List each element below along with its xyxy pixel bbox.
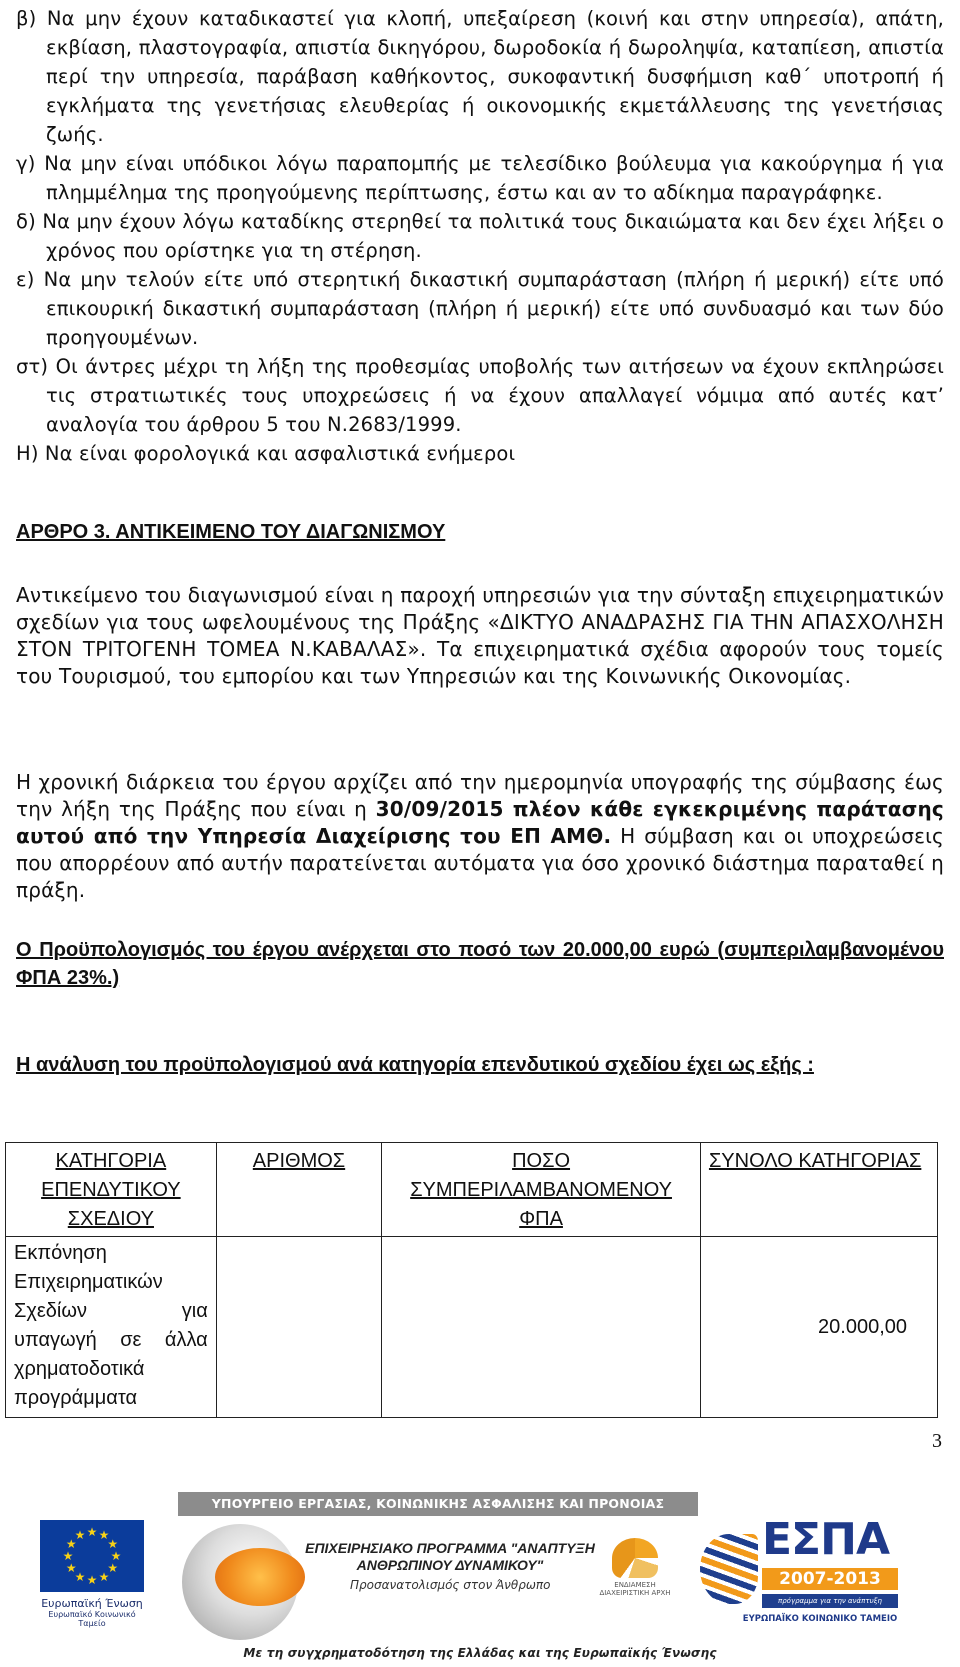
eu-star-icon: ★ (110, 1549, 122, 1563)
header-total: ΣΥΝΟΛΟ ΚΑΤΗΓΟΡΙΑΣ (700, 1143, 937, 1237)
criterion-e: ε) Να μην τελούν είτε υπό στερητική δικαστική συμπαράσταση (πλήρη ή μερική) είτε υπό επικουρική δικαστική συμπαράσταση (πλήρη ή μερική) είτε υπό συνδυασμό και των δύο προηγουμένων. (16, 268, 944, 349)
header-number: ΑΡΙΘΜΟΣ (216, 1143, 381, 1237)
op-title: ΕΠΙΧΕΙΡΗΣΙΑΚΟ ΠΡΟΓΡΑΜΜΑ "ΑΝΑΠΤΥΞΗ ΑΝΘΡΩΠΙΝΟΥ ΔΥΝΑΜΙΚΟΥ" (305, 1540, 595, 1573)
duration-text-b: Η σύμβαση και οι υποχρεώσεις που απορρέουν από αυτήν παρατείνεται αυτόματα για όσο χρονικό διάστημα παραταθεί η πράξη. (16, 824, 944, 902)
management-authority-icon (612, 1538, 658, 1578)
op-logo-wave-icon (215, 1548, 305, 1606)
espa-logo (700, 1514, 900, 1634)
eu-star-icon: ★ (98, 1528, 110, 1543)
eu-logo (40, 1520, 144, 1628)
funding-logos-footer (0, 1488, 960, 1667)
management-authority-logo (590, 1538, 680, 1597)
espa-fund: ΕΥΡΩΠΑΪΚΟ ΚΟΙΝΩΝΙΚΟ ΤΑΜΕΙΟ (742, 1614, 898, 1624)
eu-star-icon: ★ (86, 1573, 98, 1587)
eu-star-icon: ★ (107, 1537, 119, 1551)
espa-years: 2007-2013 (762, 1568, 898, 1590)
espa-wordmark: ΕΣΠΑ (762, 1514, 889, 1565)
eu-fund: Ευρωπαϊκό Κοινωνικό Ταμείο (48, 1610, 136, 1628)
eu-star-icon: ★ (74, 1569, 86, 1584)
header-category: ΚΑΤΗΓΟΡΙΑ ΕΠΕΝΔΥΤΙΚΟΥ ΣΧΕΔΙΟΥ (6, 1143, 217, 1237)
subject-paragraph: Αντικείμενο του διαγωνισμού είναι η παροχή υπηρεσιών για την σύνταξη επιχειρηματικών σχεδίων για τους ωφελουμένους της Πράξης «ΔΙΚΤΥΟ ΑΝΑΔΡΑΣΗΣ ΓΙΑ ΤΗΝ ΑΠΑΣΧΟΛΗΣΗ ΣΤΟΝ ΤΡΙΤΟΓΕΝΗ ΤΟΜΕΑ Ν.ΚΑΒΑΛΑΣ». Τα επιχειρηματικά σχέδια αφορούν τους τομείς του Τουρισμού, του εμπορίου και των Υπηρεσιών και της Κοινωνικής Οικονομίας. (16, 583, 944, 688)
eu-star-icon: ★ (98, 1569, 110, 1584)
eu-star-icon: ★ (65, 1561, 77, 1575)
category-line: προγράμματα (14, 1387, 138, 1409)
category-line: χρηματοδοτικά (14, 1358, 145, 1380)
criterion-b: β) Να μην έχουν καταδικαστεί για κλοπή, υπεξαίρεση (κοινή και στην υπηρεσία), απάτη, εκβίαση, πλαστογραφία, απιστία δικηγόρου, δωροδοκία ή δωροληψία, καταπίεση, απιστία περί την υπηρεσία, παράβαση καθήκοντος, συκοφαντική δυσφήμιση καθ΄ υποτροπή ή εγκλήματα της γενετήσιας ελευθερίας ή οικονομικής εκμετάλλευσης της γενετήσιας ζωής. (16, 7, 944, 146)
cofunding-statement: Με τη συγχρηματοδότηση της Ελλάδας και της Ευρωπαϊκής Ένωσης (243, 1646, 717, 1660)
category-cell (6, 1237, 217, 1418)
category-line: υπαγωγή σε άλλα (14, 1329, 208, 1351)
eu-star-icon: ★ (86, 1525, 98, 1539)
eu-name: Ευρωπαϊκή Ένωση (41, 1597, 143, 1610)
budget-statement: Ο Προϋπολογισμός του έργου ανέρχεται στο ποσό των 20.000,00 ευρώ (συμπεριλαμβανομένου ΦΠΑ 23%.) (16, 939, 944, 989)
management-authority-name: ΕΝΔΙΑΜΕΣΗ ΔΙΑΧΕΙΡΙΣΤΙΚΗ ΑΡΧΗ (599, 1581, 671, 1597)
criterion-h: Η) Να είναι φορολογικά και ασφαλιστικά ενήμεροι (16, 442, 516, 465)
eu-star-icon: ★ (74, 1528, 86, 1543)
criterion-d: δ) Να μην έχουν λόγω καταδίκης στερηθεί τα πολιτικά τους δικαιώματα και δεν έχει λήξει ο χρόνος που ορίστηκε για τη στέρηση. (16, 210, 944, 262)
ministry-banner: ΥΠΟΥΡΓΕΙΟ ΕΡΓΑΣΙΑΣ, ΚΟΙΝΩΝΙΚΗΣ ΑΣΦΑΛΙΣΗΣ ΚΑΙ ΠΡΟΝΟΙΑΣ (178, 1492, 698, 1516)
espa-slogan: πρόγραμμα για την ανάπτυξη (762, 1594, 898, 1608)
total-cell: 20.000,00 (700, 1237, 937, 1418)
criterion-c: γ) Να μην είναι υπόδικοι λόγω παραπομπής με τελεσίδικο βούλευμα για κακούργημα ή για πλημμέλημα της προηγούμενης περίπτωσης, έστω και αν το αδίκημα παραγράφηκε. (16, 152, 944, 204)
eu-flag-icon (40, 1520, 144, 1592)
duration-paragraph (16, 769, 944, 904)
table-row (6, 1237, 938, 1418)
category-line: Εκπόνηση (14, 1242, 107, 1264)
duration-text-a: Η χρονική διάρκεια του έργου αρχίζει από την ημερομηνία υπογραφής της σύμβασης έως την λήξη της Πράξης που είναι η (16, 770, 944, 821)
article-heading: ΑΡΘΡΟ 3. ΑΝΤΙΚΕΙΜΕΝΟ ΤΟΥ ΔΙΑΓΩΝΙΣΜΟΥ (16, 521, 446, 543)
op-subtitle: Προσανατολισμός στον Άνθρωπο (350, 1578, 551, 1592)
category-line: Σχεδίων για (14, 1300, 208, 1322)
eligibility-criteria (16, 4, 944, 468)
table-header-row (6, 1143, 938, 1237)
budget-analysis-heading: Η ανάλυση του προϋπολογισμού ανά κατηγορία επενδυτικού σχεδίου έχει ως εξής : (16, 1054, 814, 1076)
duration-deadline: 30/09/2015 πλέον κάθε εγκεκριμένης παράτασης αυτού από την Υπηρεσία Διαχείρισης του ΕΠ ΑΜΘ. (16, 797, 944, 848)
amount-cell (382, 1237, 701, 1418)
header-amount: ΠΟΣΟ ΣΥΜΠΕΡΙΛΑΜΒΑΝΟΜΕΝΟΥ ΦΠΑ (382, 1143, 701, 1237)
eu-star-icon: ★ (62, 1549, 74, 1563)
category-line: Επιχειρηματικών (14, 1271, 163, 1293)
number-cell (216, 1237, 381, 1418)
criterion-st: στ) Οι άντρες μέχρι τη λήξη της προθεσμίας υποβολής των αιτήσεων να έχουν εκπληρώσει τις στρατιωτικές τους υποχρεώσεις ή να έχουν απαλλαγεί νόμιμα από αυτές κατ’ αναλογία του άρθρου 5 του Ν.2683/1999. (16, 355, 944, 436)
budget-table (5, 1142, 938, 1418)
eu-star-icon: ★ (65, 1537, 77, 1551)
page-number: 3 (932, 1430, 942, 1452)
espa-swirl-icon (700, 1534, 758, 1604)
eu-star-icon: ★ (107, 1561, 119, 1575)
